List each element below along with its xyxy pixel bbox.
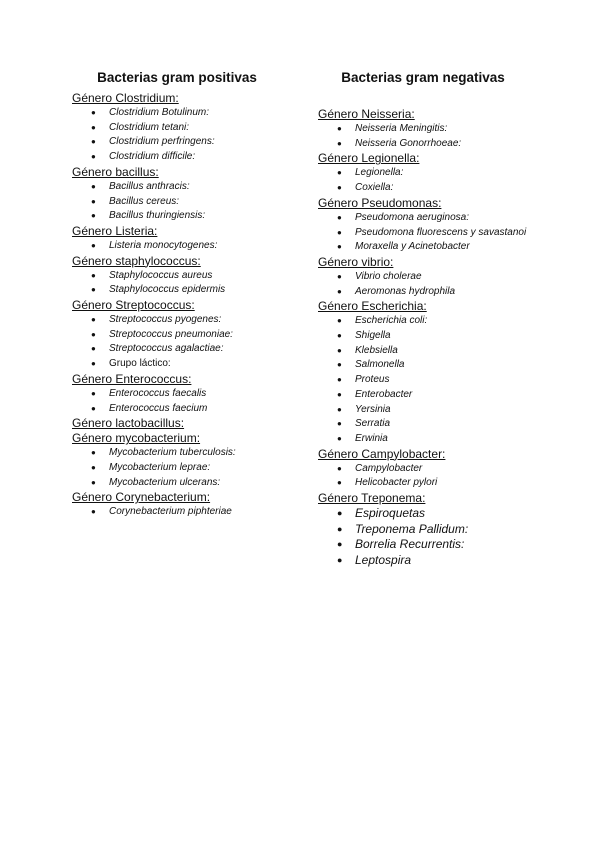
genus-heading: Género mycobacterium: [72,431,201,446]
genus-list [72,91,312,520]
species-item: ● Yersinia [355,403,558,418]
species-item: ● Campylobacter [355,462,558,477]
species-item: ● Bacillus thuringiensis: [109,209,312,224]
species-list [318,270,558,299]
species-item: ● Legionella: [355,166,558,181]
species-item: ● Erwinia [355,432,558,447]
species-item: ● Clostridium perfringens: [109,135,312,150]
species-item: ● Streptococcus pyogenes: [109,313,312,328]
species-list [72,313,312,372]
species-list [72,505,312,520]
genus-heading: Género Escherichia: [318,299,427,314]
species-item: ● Enterococcus faecalis [109,387,312,402]
species-item: ● Bacillus cereus: [109,195,312,210]
species-item: ● Vibrio cholerae [355,270,558,285]
species-item: ● Bacillus anthracis: [109,180,312,195]
genus-heading: Género Clostridium: [72,91,179,105]
species-item: ● Borrelia Recurrentis: [355,537,558,553]
species-item: ● Proteus [355,373,558,388]
species-list [318,506,558,568]
species-item: ● Mycobacterium ulcerans: [109,476,312,491]
species-item: ● Mycobacterium tuberculosis: [109,446,312,461]
species-list [72,106,312,165]
species-item: ● Enterococcus faecium [109,402,312,417]
species-item: ● Streptococcus agalactiae: [109,342,312,357]
species-list [72,239,312,254]
genus-heading: Género Streptococcus: [72,298,195,313]
species-item: ● Enterobacter [355,388,558,403]
genus-heading: Género Neisseria: [318,107,415,121]
species-list [318,122,558,151]
species-item: ● Corynebacterium piphteriae [109,505,312,520]
species-item: ● Clostridium tetani: [109,121,312,136]
species-item: ● Staphylococcus aureus [109,269,312,284]
species-list [72,180,312,224]
genus-heading: Género Campylobacter: [318,446,446,461]
species-item: ● Clostridium Botulinum: [109,106,312,121]
genus-heading: Género vibrio: [318,254,394,269]
species-item: ● Klebsiella [355,344,558,359]
species-item: ● Pseudomona fluorescens y savastanoi [355,226,558,241]
genus-heading: Género Listeria: [72,223,158,238]
species-item: ● Moraxella y Acinetobacter [355,240,558,255]
genus-heading: Género bacillus: [72,164,159,179]
genus-heading: Género Enterococcus: [72,371,192,386]
species-item: ● Treponema Pallidum: [355,522,558,538]
species-list [72,446,312,490]
species-item: ● Staphylococcus epidermis [109,283,312,298]
genus-heading: Género lactobacillus: [72,416,185,431]
column-title: Bacterias gram positivas [97,70,257,85]
species-item: ● Salmonella [355,358,558,373]
species-item: ● Pseudomona aeruginosa: [355,211,558,226]
species-list [72,387,312,416]
species-item: ● Aeromonas hydrophila [355,285,558,300]
species-item: ● Grupo láctico: [109,357,312,372]
species-item: ● Shigella [355,329,558,344]
species-item: ● Clostridium difficile: [109,150,312,165]
species-list [318,211,558,255]
gram-positive-column [72,70,312,520]
species-item: ● Mycobacterium leprae: [109,461,312,476]
column-title: Bacterias gram negativas [341,70,505,85]
species-item: ● Coxiella: [355,181,558,196]
species-item: ● Listeria monocytogenes: [109,239,312,254]
species-item: ● Streptococcus pneumoniae: [109,328,312,343]
genus-heading: Género Pseudomonas: [318,195,442,210]
species-item: ● Helicobacter pylori [355,476,558,491]
genus-heading: Género Treponema: [318,491,426,506]
species-list [318,314,558,446]
gram-negative-column [318,70,558,568]
species-list [72,269,312,298]
species-item: ● Neisseria Meningitis: [355,122,558,137]
species-list [318,166,558,195]
genus-list [318,107,558,568]
species-item: ● Neisseria Gonorrhoeae: [355,137,558,152]
genus-heading: Género Legionella: [318,151,420,166]
species-item: ● Leptospira [355,553,558,569]
species-item: ● Escherichia coli: [355,314,558,329]
species-item: ● Espiroquetas [355,506,558,522]
genus-heading: Género Corynebacterium: [72,490,211,505]
genus-heading: Género staphylococcus: [72,253,201,268]
species-list [318,462,558,491]
species-item: ● Serratia [355,417,558,432]
